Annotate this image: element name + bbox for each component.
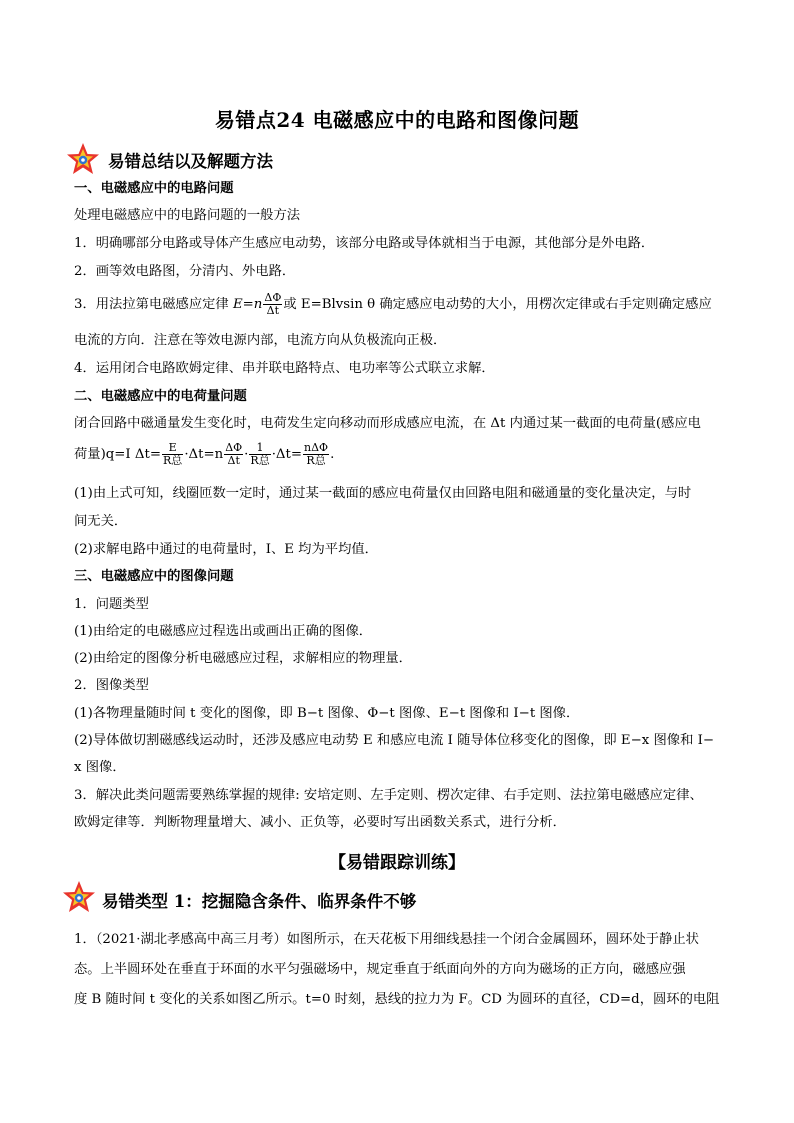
part3-sub2-1: (1)各物理量随时间 t 变化的图像，即 B−t 图像、Φ−t 图像、E−t 图像和 I−t 图像． [74,706,580,721]
part2-line1: 闭合回路中磁通量发生变化时，电荷发生定向移动而形成感应电流，在 Δt 内通过某一截面的电荷量(感应电 [74,416,701,431]
part1-intro: 处理电磁感应中的电路问题的一般方法 [74,208,301,223]
part3-sub3-cont: 欧姆定律等．判断物理量增大、减小、正负等，必要时写出函数关系式，进行分析． [74,815,566,830]
error-type1-title: 易错类型 1：挖掘隐含条件、临界条件不够 [102,892,417,911]
charge-formula-d: ·Δt= [271,447,303,462]
part3-heading: 三、电磁感应中的图像问题 [74,569,234,584]
part1-heading: 一、电磁感应中的电路问题 [74,181,234,196]
part3-sub3: 3．解决此类问题需要熟练掌握的规律: 安培定则、左手定则、楞次定律、右手定则、法拉第电磁感应定律、 [74,788,703,803]
item3-text-c: 或 E=Blvsin θ 确定感应电动势的大小，用楞次定律或右手定则确定感应 [283,297,712,312]
page-title: 易错点24 电磁感应中的电路和图像问题 [214,108,580,132]
charge-formula-c: · [244,447,249,462]
part1-item1: 1．明确哪部分电路或导体产生感应电动势，该部分电路或导体就相当于电源，其他部分是外电路． [74,236,655,251]
part2-note1: (1)由上式可知，线圈匝数一定时，通过某一截面的感应电荷量仅由回路电阻和磁通量的变化量决定，与时 [74,486,692,501]
question1-line1: 1．（2021·湖北孝感高中高三月考）如图所示，在天花板下用细线悬挂一个闭合金属圆环，圆环处于静止状 [74,932,699,947]
item3-text-a: 3．用法拉第电磁感应定律 [74,297,233,312]
part1-item2: 2．画等效电路图，分清内、外电路． [74,264,296,279]
part3-sub1: 1．问题类型 [74,597,149,612]
fraction-ndphi-r [303,442,329,467]
training-title: 【易错跟踪训练】 [329,853,465,873]
fraction-dphi-dt-2 [224,442,243,467]
fraction-1-r [249,442,270,467]
part3-sub1-2: (2)由给定的图像分析电磁感应过程，求解相应的物理量． [74,651,412,666]
fraction-denominator: R总 [306,454,326,467]
part1-item3-cont: 电流的方向．注意在等效电源内部，电流方向从负极流向正极． [74,333,447,348]
fraction-numerator: nΔΦ [304,441,329,454]
fraction-dphi-dt [263,292,282,317]
part2-note2: (2)求解电路中通过的电荷量时，I、E 均为平均值． [74,542,378,557]
star-badge-icon [66,142,100,176]
fraction-numerator: ΔΦ [225,441,243,454]
charge-formula-a: 荷量)q=I Δt= [74,447,162,462]
part3-sub2: 2．图像类型 [74,678,149,693]
charge-formula-e: . [330,447,335,462]
part3-sub1-1: (1)由给定的电磁感应过程选出或画出正确的图像． [74,624,373,639]
item3-formula-e: E=n [232,297,263,312]
part2-note1-cont: 间无关． [74,514,128,529]
fraction-numerator: E [162,442,183,455]
fraction-numerator: 1 [249,442,270,455]
part3-sub2-2: (2)导体做切割磁感线运动时，还涉及感应电动势 E 和感应电流 I 随导体位移变化的图像，即 E−x 图像和 I− [74,733,714,748]
section-title-summary: 易错总结以及解题方法 [108,152,273,171]
fraction-denominator: R总 [163,454,183,467]
question1-line2: 态。上半圆环处在垂直于环面的水平匀强磁场中，规定垂直于纸面向外的方向为磁场的正方向，磁感应强 [74,962,686,977]
fraction-numerator: ΔΦ [264,291,282,304]
part1-item3 [74,292,734,317]
part2-heading: 二、电磁感应中的电荷量问题 [74,389,247,404]
question1-line3: 度 B 随时间 t 变化的关系如图乙所示。t=0 时刻，悬线的拉力为 F。CD 为圆环的直径，CD=d，圆环的电阻 [74,992,720,1007]
fraction-e-r [162,442,183,467]
part1-item4: 4．运用闭合电路欧姆定律、串并联电路特点、电功率等公式联立求解． [74,361,495,376]
part2-formula-line [74,442,734,467]
charge-formula-b: ·Δt=n [184,447,224,462]
fraction-denominator: Δt [227,454,240,467]
star-badge-icon [62,880,96,914]
fraction-denominator: R总 [250,454,270,467]
fraction-denominator: Δt [266,304,280,317]
part3-sub2-2-cont: x 图像． [74,760,126,775]
